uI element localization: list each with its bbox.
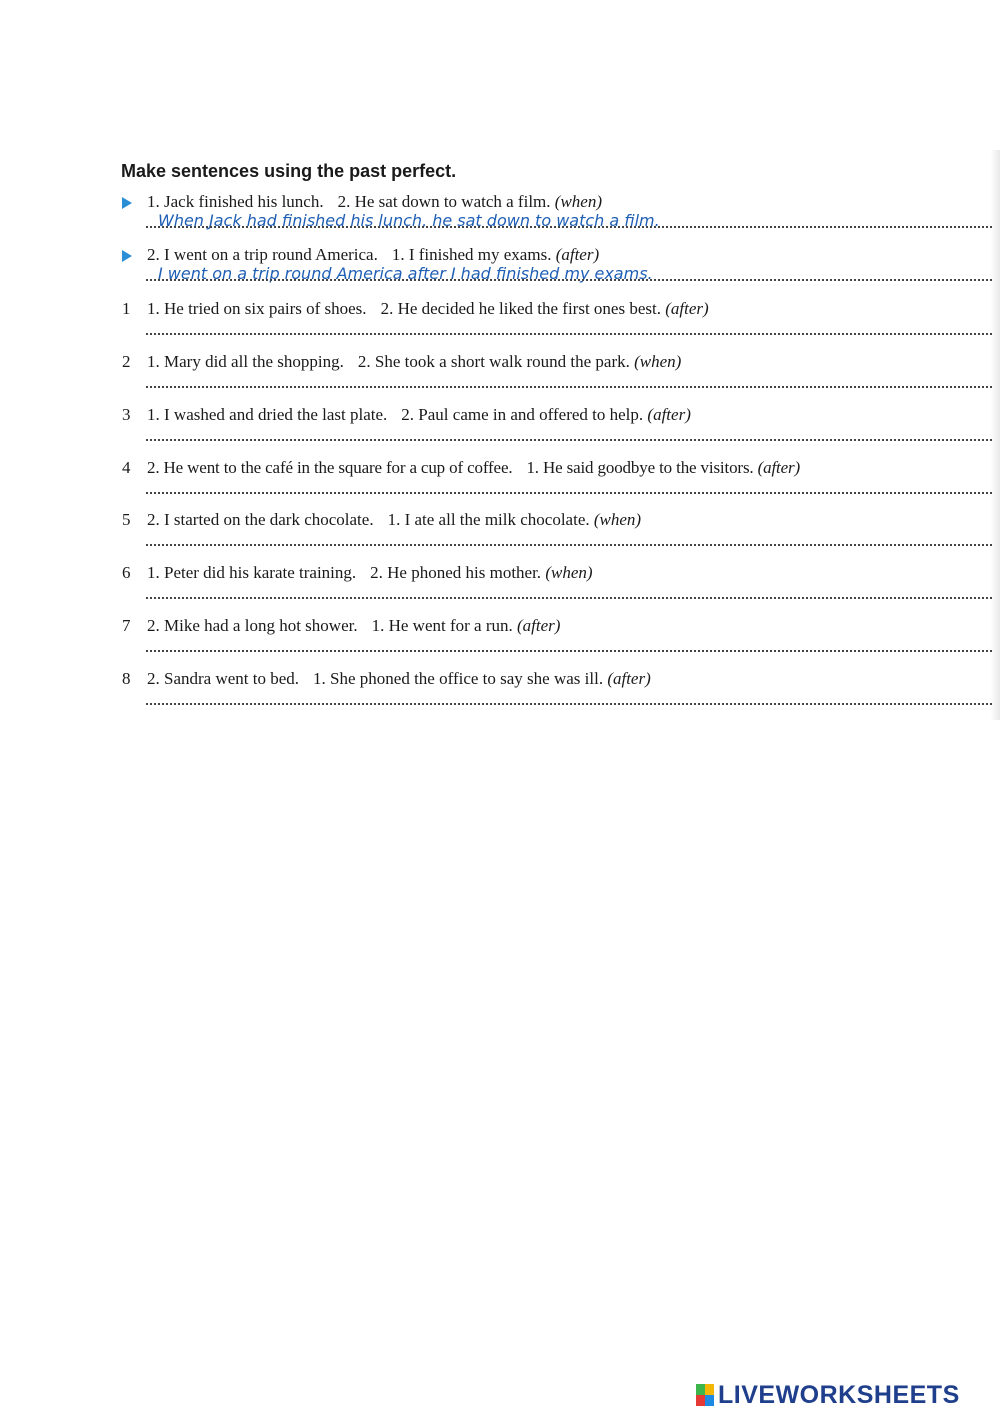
- question-item-6: [0, 561, 1000, 613]
- second-clause: 1. He went for a run.: [371, 616, 513, 635]
- answer-line: [146, 226, 992, 228]
- answer-field[interactable]: [146, 492, 992, 494]
- question-number: 2: [122, 352, 131, 371]
- second-clause: 2. He decided he liked the first ones best.: [380, 299, 661, 318]
- answer-field[interactable]: [146, 650, 992, 652]
- hint: (after): [665, 299, 709, 318]
- answer-field[interactable]: [146, 386, 992, 388]
- question-number: 1: [122, 299, 131, 318]
- item-prompt: [147, 510, 641, 530]
- second-clause: 2. He sat down to watch a film.: [337, 192, 551, 211]
- question-number: 4: [122, 458, 131, 477]
- example-answer: I went on a trip round America after I had finished my exams.: [158, 264, 653, 283]
- item-prompt: [147, 352, 681, 372]
- answer-field[interactable]: [146, 597, 992, 599]
- second-clause: 1. She phoned the office to say she was ill.: [313, 669, 604, 688]
- example-answer: When Jack had finished his lunch, he sat down to watch a film.: [158, 211, 660, 230]
- hint: (when): [634, 352, 682, 371]
- second-clause: 1. I ate all the milk chocolate.: [387, 510, 590, 529]
- question-number: 7: [122, 616, 131, 635]
- item-prompt: [147, 616, 560, 636]
- item-prompt: [147, 299, 709, 319]
- brand-name: LIVEWORKSHEETS: [718, 1380, 960, 1409]
- question-item-1: [0, 297, 1000, 349]
- item-prompt: [147, 458, 800, 478]
- hint: (when): [554, 192, 602, 211]
- exercise-title: Make sentences using the past perfect.: [121, 161, 457, 181]
- hint: (after): [647, 405, 691, 424]
- example-item-1: [0, 190, 1000, 242]
- question-number: 6: [122, 563, 131, 582]
- question-number: 8: [122, 669, 131, 688]
- question-item-5: [0, 508, 1000, 560]
- first-clause: 1. Jack finished his lunch.: [147, 192, 324, 211]
- first-clause: 2. He went to the café in the square for a cup of coffee.: [147, 458, 513, 477]
- second-clause: 2. He phoned his mother.: [370, 563, 542, 582]
- first-clause: 1. Peter did his karate training.: [147, 563, 357, 582]
- first-clause: 2. Sandra went to bed.: [147, 669, 300, 688]
- hint: (after): [555, 245, 600, 264]
- answer-field[interactable]: [146, 439, 992, 441]
- example-item-2: [0, 243, 1000, 295]
- answer-field[interactable]: [146, 544, 992, 546]
- second-clause: 1. I finished my exams.: [391, 245, 552, 264]
- first-clause: 1. I washed and dried the last plate.: [147, 405, 388, 424]
- question-item-7: [0, 614, 1000, 666]
- liveworksheets-brand: [696, 1378, 960, 1412]
- liveworksheets-logo-icon: [696, 1384, 714, 1406]
- second-clause: 2. She took a short walk round the park.: [357, 352, 630, 371]
- item-prompt: [147, 563, 593, 583]
- item-prompt: [147, 669, 651, 689]
- first-clause: 2. I started on the dark chocolate.: [147, 510, 374, 529]
- second-clause: 1. He said goodbye to the visitors.: [526, 458, 754, 477]
- answer-field[interactable]: [146, 703, 992, 705]
- first-clause: 1. Mary did all the shopping.: [147, 352, 344, 371]
- hint: (when): [545, 563, 593, 582]
- question-item-2: [0, 350, 1000, 402]
- hint: (after): [757, 458, 801, 477]
- question-item-4: [0, 456, 1000, 508]
- hint: (when): [593, 510, 642, 529]
- example-arrow-icon: [122, 250, 132, 262]
- hint: (after): [517, 616, 561, 635]
- question-item-8: [0, 667, 1000, 719]
- item-prompt: [147, 245, 599, 265]
- answer-field[interactable]: [146, 333, 992, 335]
- item-prompt: [147, 192, 602, 212]
- hint: (after): [607, 669, 651, 688]
- answer-line: [146, 279, 992, 281]
- second-clause: 2. Paul came in and offered to help.: [401, 405, 644, 424]
- example-arrow-icon: [122, 197, 132, 209]
- item-prompt: [147, 405, 691, 425]
- first-clause: 2. Mike had a long hot shower.: [147, 616, 358, 635]
- question-item-3: [0, 403, 1000, 455]
- first-clause: 2. I went on a trip round America.: [147, 245, 378, 264]
- question-number: 5: [122, 510, 131, 529]
- question-number: 3: [122, 405, 131, 424]
- first-clause: 1. He tried on six pairs of shoes.: [147, 299, 367, 318]
